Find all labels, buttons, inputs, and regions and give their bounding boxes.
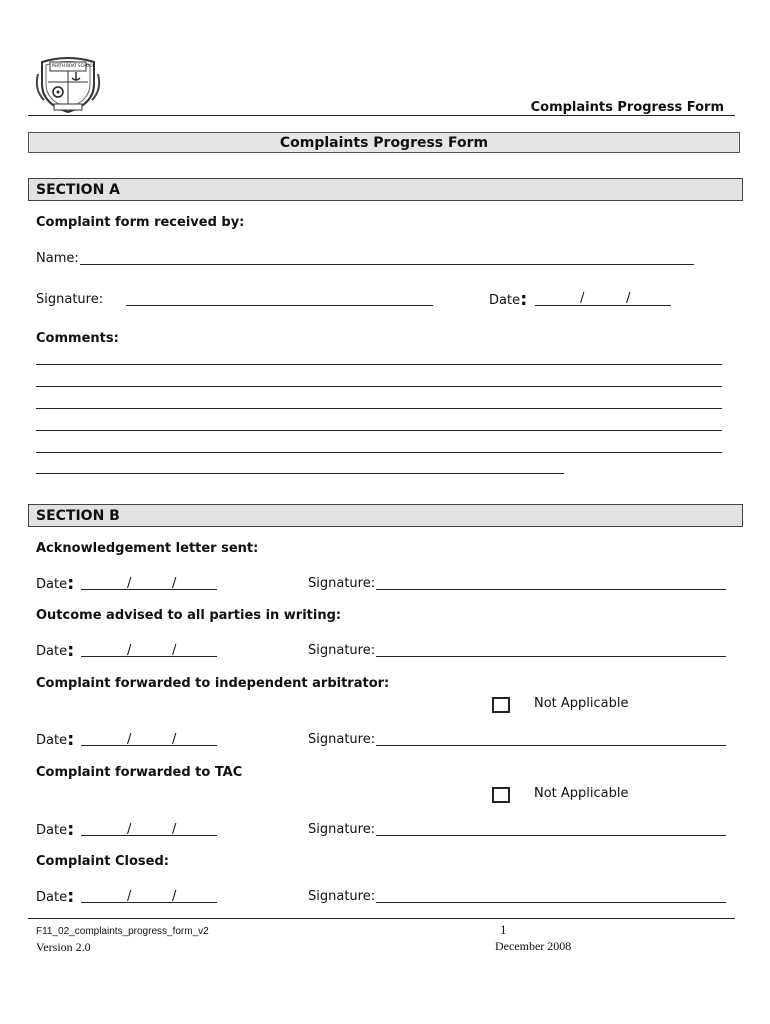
closed-label: Complaint Closed: [36,854,169,869]
date-label: Date: [36,573,75,594]
footer-rule [28,918,735,919]
section-b-heading [28,504,743,527]
arbitrator-label: Complaint forwarded to independent arbitrator: [36,676,390,691]
form-title: Complaints Progress Form [279,135,489,151]
header-rule [28,115,735,116]
date-slash: / [127,822,132,837]
date-label: Date: [36,640,75,661]
date-slash: / [172,732,177,747]
footer-doc-code: F11_02_complaints_progress_form_v2 [36,926,209,937]
name-field[interactable] [80,264,694,265]
signature-label: Signature: [308,643,376,658]
date-slash: / [172,576,177,591]
name-label: Name: [36,251,79,266]
date-label: Date: [36,729,75,750]
date-slash: / [172,643,177,658]
tac-not-applicable-checkbox[interactable] [492,787,510,803]
tac-not-applicable-label: Not Applicable [534,786,629,801]
date-field-a[interactable] [535,305,671,306]
comments-line[interactable] [36,408,722,409]
arbitrator-not-applicable-checkbox[interactable] [492,697,510,713]
arbitrator-not-applicable-label: Not Applicable [534,696,629,711]
footer-version: Version 2.0 [36,940,91,954]
date-field-tac[interactable] [81,835,217,836]
signature-field-a[interactable] [126,305,433,306]
comments-line[interactable] [36,364,722,365]
logo-text: PERTH BOAT SCHOOL [52,63,95,68]
date-slash: / [127,576,132,591]
signature-field-outcome[interactable] [376,656,726,657]
date-field-ack[interactable] [81,589,217,590]
comments-line[interactable] [36,430,722,431]
date-slash: / [127,643,132,658]
date-slash: / [172,822,177,837]
footer-page-number: 1 [500,922,507,937]
header-title: Complaints Progress Form [530,100,724,115]
date-label-a: Date: [489,289,528,310]
signature-label: Signature: [308,822,376,837]
comments-line[interactable] [36,386,722,387]
date-slash: / [172,889,177,904]
date-slash: / [580,291,585,306]
acknowledgement-label: Acknowledgement letter sent: [36,541,259,556]
received-by-label: Complaint form received by: [36,215,245,230]
form-title-box [28,132,740,153]
date-field-outcome[interactable] [81,656,217,657]
outcome-label: Outcome advised to all parties in writing: [36,608,342,623]
date-label: Date: [36,819,75,840]
section-b-title: SECTION B [36,508,120,524]
signature-field-ack[interactable] [376,589,726,590]
footer-date: December 2008 [495,939,572,953]
date-slash: / [127,889,132,904]
comments-line[interactable] [36,473,564,474]
comments-line[interactable] [36,452,722,453]
date-field-closed[interactable] [81,902,217,903]
signature-field-closed[interactable] [376,902,726,903]
section-a-title: SECTION A [36,182,121,198]
signature-label-a: Signature: [36,292,104,307]
signature-label: Signature: [308,732,376,747]
date-label: Date: [36,886,75,907]
comments-label: Comments: [36,331,119,346]
date-field-arbitrator[interactable] [81,745,217,746]
school-logo [36,54,100,114]
date-slash: / [127,732,132,747]
section-a-heading [28,178,743,201]
date-slash: / [626,291,631,306]
signature-field-tac[interactable] [376,835,726,836]
signature-field-arbitrator[interactable] [376,745,726,746]
tac-label: Complaint forwarded to TAC [36,765,243,780]
signature-label: Signature: [308,576,376,591]
signature-label: Signature: [308,889,376,904]
